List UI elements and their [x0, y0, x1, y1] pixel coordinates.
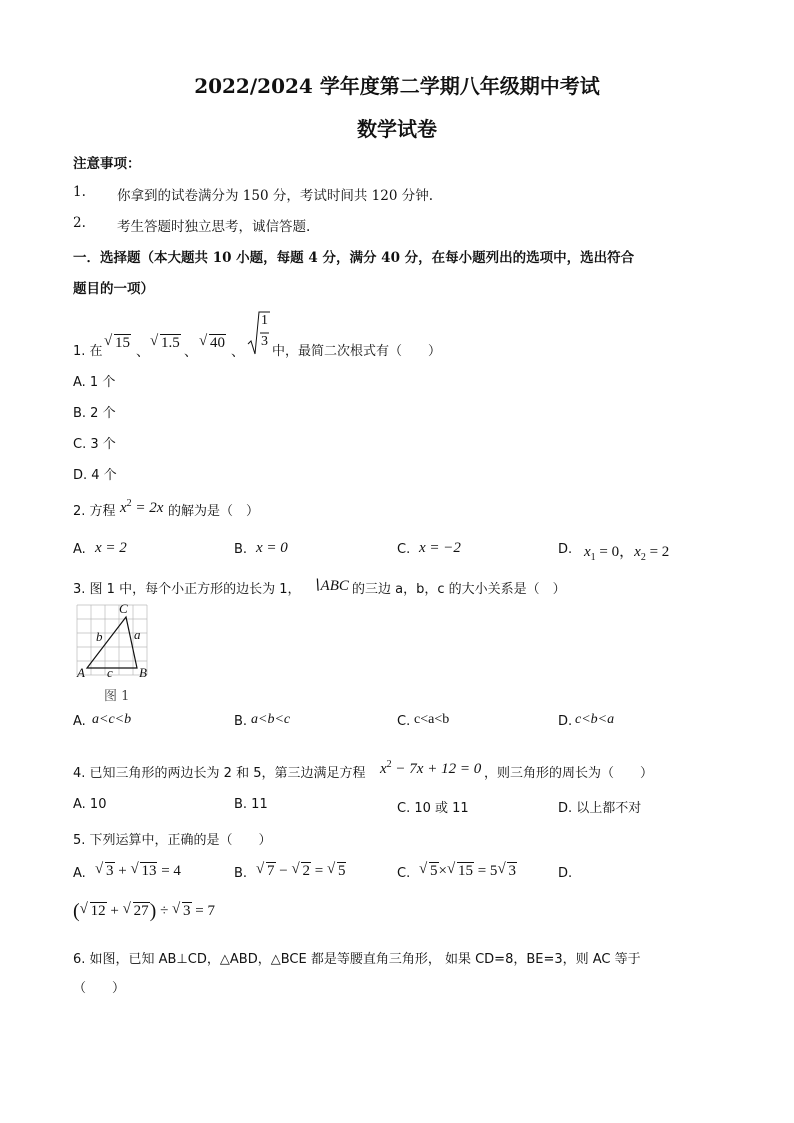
- vertex-a-label: A: [77, 665, 85, 680]
- question-1-radical-40: [199, 335, 226, 352]
- question-3-option-a[interactable]: a<c<b: [92, 712, 132, 727]
- question-2-option-d-label[interactable]: D.: [558, 542, 573, 557]
- question-3-option-a-label[interactable]: A.: [73, 714, 86, 729]
- question-2-option-a[interactable]: x = 2: [95, 540, 127, 556]
- side-a-label: a: [134, 627, 141, 642]
- subscript: 2: [640, 552, 646, 563]
- question-3-option-c[interactable]: c<a<b: [414, 712, 450, 727]
- radicand: 15: [457, 863, 473, 879]
- side-b-label: b: [96, 629, 103, 644]
- question-5-option-d-label[interactable]: D.: [558, 866, 573, 881]
- exam-title: 2022/2024 学年度第二学期八年级期中考试: [194, 74, 600, 98]
- question-5-option-d[interactable]: [73, 900, 215, 923]
- question-1-option-a[interactable]: A. 1 个: [73, 375, 116, 390]
- radicand: 15: [115, 335, 130, 351]
- question-2-option-c-label[interactable]: C.: [397, 542, 411, 557]
- question-3-text-b: 的三边 a，b，c 的大小关系是（ ）: [352, 582, 566, 597]
- question-5-option-c[interactable]: [419, 863, 517, 880]
- radicand: 3: [508, 863, 516, 879]
- question-3-option-c-label[interactable]: C.: [397, 714, 411, 729]
- question-4-option-a[interactable]: A. 10: [73, 797, 107, 812]
- question-3-text-a: 3. 图 1 中，每个小正方形的边长为 1，: [73, 582, 301, 597]
- separator: 、: [184, 344, 198, 360]
- question-2-option-d[interactable]: [584, 540, 669, 563]
- value: = 0，: [595, 544, 635, 560]
- question-4-text-a: 4. 已知三角形的两边长为 2 和 5，第三边满足方程: [73, 766, 366, 781]
- question-2-option-b[interactable]: x = 0: [256, 540, 288, 556]
- operator: = 5: [473, 863, 498, 879]
- operator: ÷: [156, 903, 173, 919]
- question-1-option-b[interactable]: B. 2 个: [73, 406, 116, 421]
- paren: ): [149, 900, 157, 922]
- question-3-option-d-label[interactable]: D.: [558, 714, 573, 729]
- question-2-equation: [120, 498, 163, 517]
- question-2-option-c[interactable]: x = −2: [419, 540, 461, 556]
- separator: 、: [231, 344, 245, 360]
- question-1-radical-1-5: [150, 335, 181, 352]
- vertex-c-label: C: [119, 601, 128, 616]
- note-number-2: 2.: [73, 215, 86, 231]
- paren: (: [73, 900, 80, 922]
- question-6-line2: （ ）: [73, 981, 126, 996]
- operator: =: [310, 863, 327, 879]
- note-text-1: 你拿到的试卷满分为 150 分，考试时间共 120 分钟.: [117, 188, 433, 204]
- radicand: 1.5: [161, 335, 180, 351]
- question-4-option-d[interactable]: D. 以上都不对: [558, 801, 642, 816]
- question-2-suffix: 的解为是（ ）: [168, 504, 260, 519]
- question-1-option-c[interactable]: C. 3 个: [73, 437, 116, 452]
- figure-1: [74, 603, 154, 707]
- radicand: 5: [337, 863, 346, 879]
- section-heading-line1: 一．选择题（本大题共 10 小题，每题 4 分，满分 40 分，在每小题列出的选项中，选出符合: [73, 250, 635, 266]
- question-5-option-a[interactable]: [95, 863, 181, 880]
- radicand: 40: [210, 335, 225, 351]
- question-4-option-b[interactable]: B. 11: [234, 797, 268, 812]
- question-3-option-b-label[interactable]: B.: [234, 714, 248, 729]
- question-6-line1: 6. 如图，已知 AB⊥CD，△ABD，△BCE 都是等腰直角三角形， 如果 CD=8，BE=3，则 AC 等于: [73, 952, 641, 967]
- subscript: 1: [590, 552, 596, 563]
- question-1-prefix: 1. 在: [73, 344, 103, 359]
- variable: x: [634, 544, 641, 560]
- radicand: 27: [133, 903, 149, 919]
- question-1-radical-fraction: [247, 310, 271, 356]
- value: = 2: [645, 544, 670, 560]
- exponent: 2: [126, 498, 132, 509]
- question-3-option-b[interactable]: a<b<c: [251, 712, 291, 727]
- question-1-radical-15: [104, 335, 131, 352]
- question-5-option-a-label[interactable]: A.: [73, 866, 86, 881]
- operator: ×: [438, 863, 447, 879]
- question-3-triangle: ∖ABC: [311, 578, 349, 594]
- question-5-option-b-label[interactable]: B.: [234, 866, 248, 881]
- question-3-option-d[interactable]: c<b<a: [575, 712, 615, 727]
- question-4-text-b: ，则三角形的周长为（ ）: [484, 766, 654, 781]
- question-5-option-c-label[interactable]: C.: [397, 866, 411, 881]
- radicand: 13: [141, 863, 157, 879]
- radicand: 5: [430, 863, 438, 879]
- operator: +: [106, 903, 123, 919]
- question-5-text: 5. 下列运算中，正确的是（ ）: [73, 833, 272, 848]
- variable: x: [120, 500, 127, 516]
- question-1-option-d[interactable]: D. 4 个: [73, 468, 117, 483]
- result: = 4: [157, 863, 181, 879]
- question-4-option-c[interactable]: C. 10 或 11: [397, 801, 469, 816]
- exam-subtitle: 数学试卷: [357, 117, 437, 141]
- result: = 7: [191, 903, 216, 919]
- figure-caption: 图 1: [104, 689, 130, 704]
- radicand: 7: [267, 863, 275, 879]
- side-c-label: c: [107, 665, 113, 680]
- section-heading-line2: 题目的一项）: [73, 281, 154, 297]
- radicand: 3: [106, 863, 114, 879]
- question-1-suffix: 中，最简二次根式有（ ）: [272, 344, 442, 359]
- fraction-denominator: 3: [261, 334, 268, 349]
- notes-heading: 注意事项：: [73, 156, 141, 172]
- equation-rest: = 2x: [131, 500, 164, 516]
- equation-rest: − 7x + 12 = 0: [391, 761, 482, 777]
- vertex-b-label: B: [139, 665, 147, 680]
- operator: +: [114, 863, 131, 879]
- exponent: 2: [386, 759, 392, 770]
- radicand: 2: [302, 863, 310, 879]
- operator: −: [275, 863, 292, 879]
- note-number-1: 1.: [73, 184, 86, 200]
- question-2-option-b-label[interactable]: B.: [234, 542, 248, 557]
- variable: x: [584, 544, 591, 560]
- question-4-equation: [380, 759, 481, 778]
- separator: 、: [136, 344, 150, 360]
- question-2-option-a-label[interactable]: A.: [73, 542, 86, 557]
- radicand: 12: [90, 903, 106, 919]
- radicand: 3: [183, 903, 191, 919]
- question-2-prefix: 2. 方程: [73, 504, 116, 519]
- fraction-numerator: 1: [261, 313, 268, 328]
- question-5-option-b[interactable]: [256, 863, 346, 880]
- variable: x: [380, 761, 387, 777]
- note-text-2: 考生答题时独立思考，诚信答题.: [117, 219, 311, 235]
